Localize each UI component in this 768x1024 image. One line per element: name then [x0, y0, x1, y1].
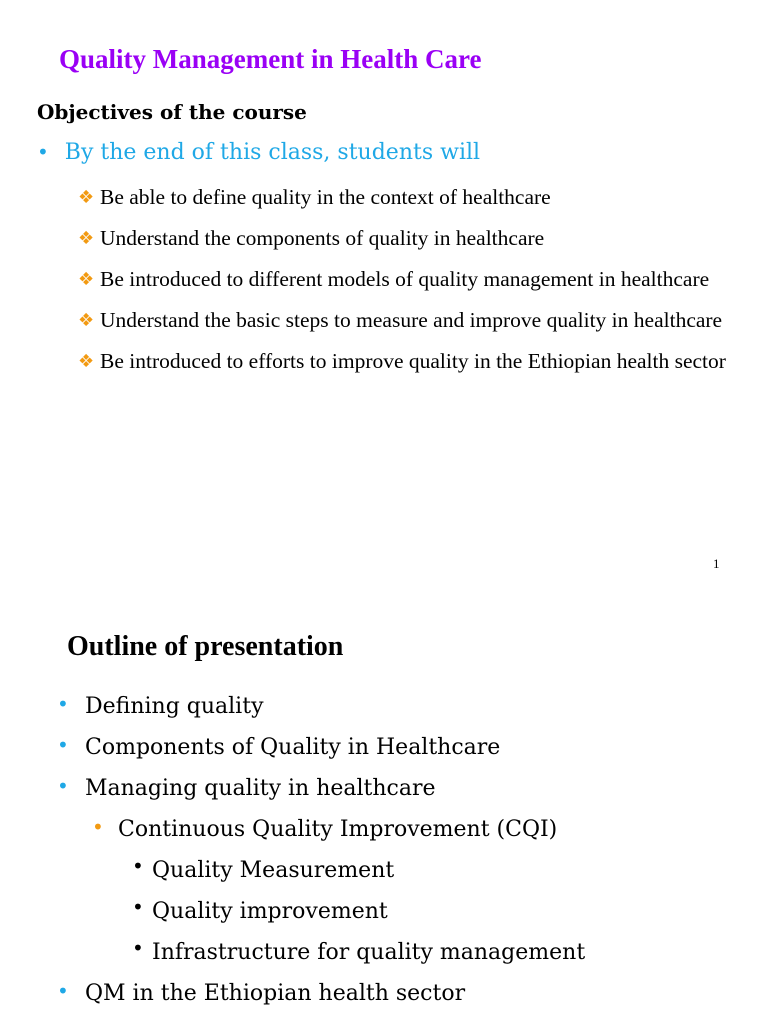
list-item — [132, 936, 586, 965]
dot-bullet-icon: • — [132, 936, 144, 960]
list-item — [132, 854, 395, 883]
list-item — [78, 182, 744, 213]
dot-bullet-icon: • — [57, 692, 69, 716]
list-item — [57, 692, 264, 719]
list-item — [132, 895, 388, 924]
outline-list — [0, 600, 768, 1024]
slide-title: Outline of presentation — [67, 631, 344, 662]
slide-title: Quality Management in Health Care — [59, 44, 482, 74]
outline-text: Defining quality — [85, 694, 264, 719]
outline-text: Components of Quality in Healthcare — [85, 735, 501, 760]
list-item — [78, 346, 744, 377]
list-item — [78, 305, 744, 336]
list-item — [57, 979, 466, 1006]
section-heading: Objectives of the course — [37, 100, 307, 124]
slide-outline — [0, 600, 768, 1024]
objective-text: Understand the basic steps to measure and improve quality in healthcare — [100, 308, 723, 332]
list-item — [92, 815, 558, 842]
objective-text: Be able to define quality in the context of healthcare — [100, 185, 551, 209]
list-item — [78, 223, 744, 254]
four-diamond-bullet-icon: ❖ — [78, 269, 95, 290]
objective-text: Be introduced to different models of quality management in healthcare — [100, 267, 710, 291]
intro-line — [37, 140, 480, 165]
four-diamond-bullet-icon: ❖ — [78, 351, 95, 372]
intro-text: By the end of this class, students will — [64, 140, 481, 165]
dot-bullet-icon: • — [37, 140, 49, 164]
outline-text: Infrastructure for quality management — [152, 940, 586, 965]
four-diamond-bullet-icon: ❖ — [78, 228, 95, 249]
page-number: 1 — [713, 556, 720, 571]
list-item — [57, 733, 501, 760]
dot-bullet-icon: • — [132, 895, 144, 919]
four-diamond-bullet-icon: ❖ — [78, 310, 95, 331]
outline-text: Quality improvement — [152, 899, 388, 924]
dot-bullet-icon: • — [57, 774, 69, 798]
objective-text: Be introduced to efforts to improve quality in the Ethiopian health sector — [100, 349, 726, 373]
list-item — [78, 264, 744, 295]
outline-text: Quality Measurement — [152, 858, 395, 883]
dot-bullet-icon: • — [57, 979, 69, 1003]
dot-bullet-icon: • — [92, 815, 104, 839]
list-item — [57, 774, 436, 801]
four-diamond-bullet-icon: ❖ — [78, 187, 95, 208]
outline-text: QM in the Ethiopian health sector — [85, 981, 466, 1006]
objectives-list — [78, 182, 744, 387]
dot-bullet-icon: • — [132, 854, 144, 878]
outline-text: Continuous Quality Improvement (CQI) — [118, 817, 558, 842]
objective-text: Understand the components of quality in healthcare — [100, 226, 545, 250]
outline-text: Managing quality in healthcare — [85, 776, 436, 801]
dot-bullet-icon: • — [57, 733, 69, 757]
